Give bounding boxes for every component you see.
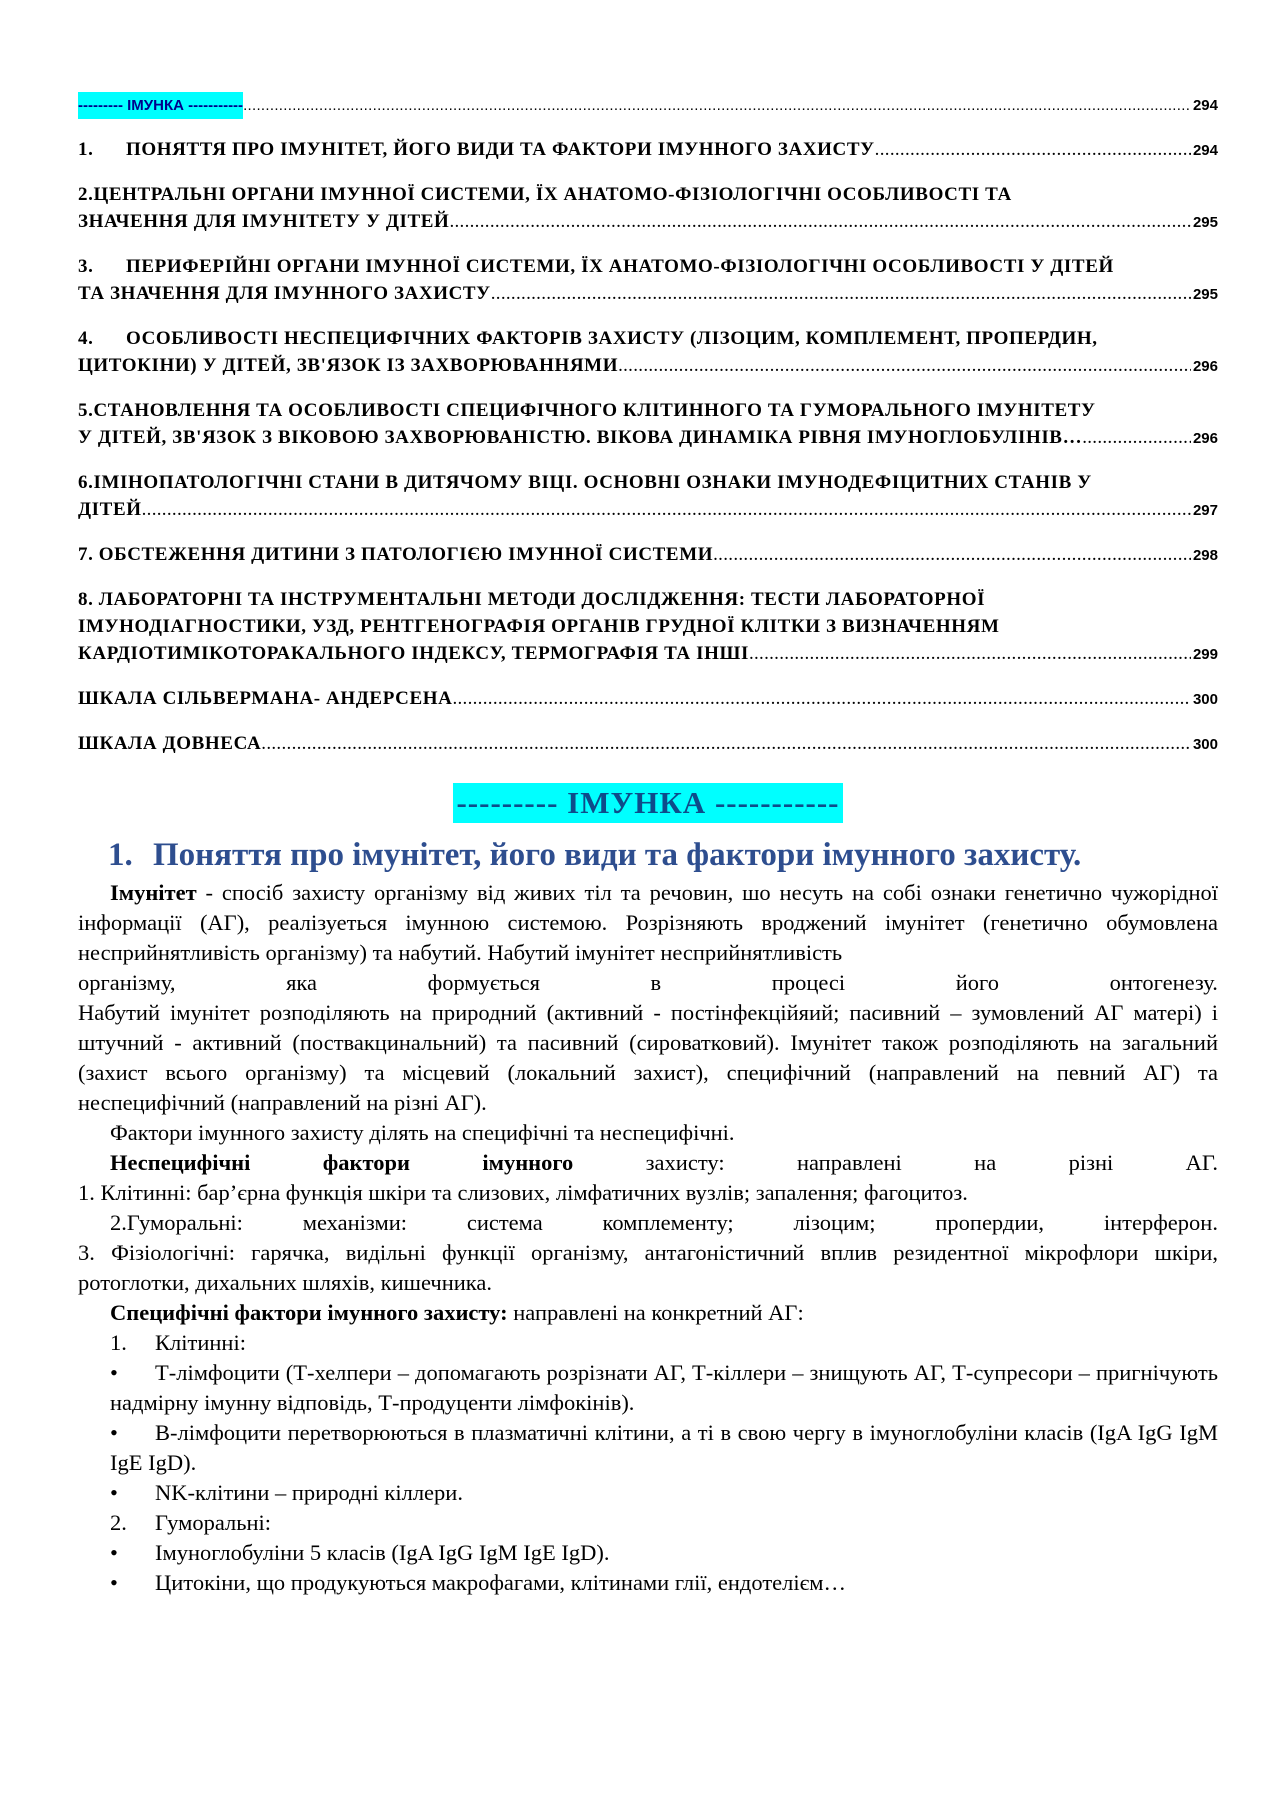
toc-title[interactable]: ПОНЯТТЯ ПРО ІМУНІТЕТ, ЙОГО ВИДИ ТА ФАКТОРИ ІМУННОГО ЗАХИСТУ [126, 139, 875, 160]
paragraph-factors: Фактори імунного захисту ділять на специфічні та неспецифічні. [110, 1120, 735, 1145]
word: організму, [78, 970, 176, 995]
toc-title-line[interactable]: ШКАЛА ДОВНЕСА [78, 733, 262, 754]
bullet-text: NK-клітини – природні кіллери. [155, 1480, 463, 1505]
toc-page-number: 300 [1192, 691, 1218, 708]
toc-entry-2[interactable] [78, 181, 1218, 236]
word: його [955, 970, 999, 995]
heading-text: Поняття про імунітет, його види та фактори імунного захисту. [153, 837, 1082, 873]
word: АГ. [1185, 1150, 1218, 1175]
toc-title[interactable]: --------- ІМУНКА ----------- [78, 92, 243, 119]
toc-leader [1082, 424, 1191, 451]
bullet-icon: • [110, 1540, 118, 1565]
word: комплементу; [602, 1210, 734, 1235]
heading-number: 1. [108, 837, 133, 873]
paragraph-immunity-definition [78, 878, 1218, 968]
list-number: 2. [110, 1510, 127, 1535]
word: інтерферон. [1103, 1210, 1218, 1235]
paragraph-cellular: 1. Клітинні: бар’єрна функція шкіри та слизових, лімфатичних вузлів; запалення; фагоцитоз. [78, 1180, 968, 1205]
toc-leader [618, 352, 1191, 379]
word: на [974, 1150, 997, 1175]
toc-page-number: 295 [1192, 214, 1218, 231]
bullet-item [78, 1418, 1218, 1478]
word: направлені [796, 1150, 902, 1175]
toc-title-line[interactable]: 2.ЦЕНТРАЛЬНІ ОРГАНИ ІМУННОЇ СИСТЕМИ, ЇХ АНАТОМО-ФІЗІОЛОГІЧНІ ОСОБЛИВОСТІ ТА [78, 184, 1012, 205]
table-of-contents [78, 92, 1218, 758]
toc-entry-4[interactable] [78, 325, 1218, 380]
toc-page-number: 296 [1192, 430, 1218, 447]
toc-title-line[interactable]: ІМУНОДІАГНОСТИКИ, УЗД, РЕНТГЕНОГРАФІЯ ОРГАНІВ ГРУДНОЇ КЛІТКИ З ВИЗНАЧЕННЯМ [78, 616, 1000, 637]
word: 2.Гуморальні: [110, 1210, 243, 1235]
word: імунного [482, 1150, 574, 1175]
word: фактори [322, 1150, 410, 1175]
list-number: 1. [110, 1330, 127, 1355]
section-heading [108, 837, 1218, 874]
word: формується [427, 970, 540, 995]
toc-page-number: 297 [1192, 502, 1218, 519]
toc-title-line[interactable]: 5.СТАНОВЛЕННЯ ТА ОСОБЛИВОСТІ СПЕЦИФІЧНОГО КЛІТИННОГО ТА ГУМОРАЛЬНОГО ІМУНІТЕТУ [78, 400, 1096, 421]
paragraph-specific-factors [78, 1298, 1218, 1328]
toc-title-line[interactable]: 7. ОБСТЕЖЕННЯ ДИТИНИ З ПАТОЛОГІЄЮ ІМУННОЇ СИСТЕМИ [78, 544, 714, 565]
toc-leader [261, 730, 1191, 757]
toc-number: 4. [78, 328, 94, 349]
toc-entry-downes[interactable] [78, 730, 1218, 758]
bullet-icon: • [110, 1480, 118, 1505]
document-page [78, 92, 1218, 1598]
bullet-icon: • [110, 1360, 118, 1385]
toc-title-line[interactable]: ШКАЛА СІЛЬВЕРМАНА- АНДЕРСЕНА [78, 688, 453, 709]
toc-title-line[interactable]: ТА ЗНАЧЕННЯ ДЛЯ ІМУННОГО ЗАХИСТУ [78, 283, 491, 304]
toc-leader [452, 685, 1191, 712]
toc-number: 3. [78, 256, 94, 277]
nonspecific-factors-line [78, 1148, 1218, 1178]
toc-title-line[interactable]: 6.ІМІНОПАТОЛОГІЧНІ СТАНИ В ДИТЯЧОМУ ВІЦІ. ОСНОВНІ ОЗНАКИ ІМУНОДЕФІЦИТНИХ СТАНІВ У [78, 472, 1092, 493]
toc-leader [713, 541, 1191, 568]
word: захисту: [645, 1150, 725, 1175]
toc-title-line[interactable]: ПЕРИФЕРІЙНІ ОРГАНИ ІМУННОЇ СИСТЕМИ, ЇХ АНАТОМО-ФІЗІОЛОГІЧНІ ОСОБЛИВОСТІ У ДІТЕЙ [126, 256, 1114, 277]
list-item [78, 1328, 1218, 1358]
bullet-icon: • [110, 1570, 118, 1595]
toc-title-line[interactable]: 8. ЛАБОРАТОРНІ ТА ІНСТРУМЕНТАЛЬНІ МЕТОДИ ДОСЛІДЖЕННЯ: ТЕСТИ ЛАБОРАТОРНОЇ [78, 589, 986, 610]
bullet-item [78, 1478, 1218, 1508]
term-specific: Специфічні фактори імунного захисту: [110, 1300, 508, 1325]
toc-page-number: 298 [1192, 547, 1218, 564]
toc-number: 1. [78, 139, 94, 160]
paragraph-physiological: 3. Фізіологічні: гарячка, видільні функції організму, антагоністичний вплив резидентної мікрофлори шкіри, ротоглотки, дихальних шляхів, кишечника. [78, 1240, 1218, 1295]
toc-page-number: 299 [1192, 646, 1218, 663]
toc-leader [243, 92, 1191, 119]
list-text: Гуморальні: [155, 1510, 272, 1535]
toc-entry-8[interactable] [78, 586, 1218, 668]
toc-page-number: 294 [1192, 97, 1218, 114]
toc-leader [491, 280, 1191, 307]
toc-entry-7[interactable] [78, 541, 1218, 569]
word: механізми: [302, 1210, 408, 1235]
bullet-icon: • [110, 1420, 118, 1445]
word: різні [1068, 1150, 1114, 1175]
list-text: Клітинні: [155, 1330, 246, 1355]
humoral-line [78, 1208, 1218, 1238]
toc-title-line[interactable]: ЗНАЧЕННЯ ДЛЯ ІМУНІТЕТУ У ДІТЕЙ [78, 211, 450, 232]
toc-entry-imunka[interactable] [78, 92, 1218, 119]
toc-entry-1[interactable] [78, 136, 1218, 164]
toc-leader [142, 496, 1191, 523]
toc-title-line[interactable]: У ДІТЕЙ, ЗВ'ЯЗОК З ВІКОВОЮ ЗАХВОРЮВАНІСТЮ. ВІКОВА ДИНАМІКА РІВНЯ ІМУНОГЛОБУЛІНІВ… [78, 427, 1083, 448]
word: система [466, 1210, 543, 1235]
word: в [650, 970, 662, 995]
toc-leader [875, 136, 1191, 163]
section-banner-wrap [78, 783, 1218, 823]
word: лізоцим; [793, 1210, 876, 1235]
body-text [78, 878, 1218, 1598]
toc-title-line[interactable]: ДІТЕЙ [78, 499, 142, 520]
toc-entry-5[interactable] [78, 397, 1218, 452]
list-item [78, 1508, 1218, 1538]
bullet-item [78, 1538, 1218, 1568]
toc-page-number: 296 [1192, 358, 1218, 375]
justified-line [78, 968, 1218, 998]
word: процесі [771, 970, 846, 995]
bullet-text: Т-лімфоцити (Т-хелпери – допомагають розрізнати АГ, Т-кіллери – знищують АГ, Т-супресори – пригнічують надмірну імунну відповідь, Т-продуценти лімфокінів). [110, 1360, 1218, 1415]
toc-page-number: 295 [1192, 286, 1218, 303]
paragraph-text: - спосіб захисту організму від живих тіл та речовин, шо несуть на собі ознаки генетично чужорідної інформації (АГ), реалізуеться імунною системою. Розрізняють вроджений імунітет (генетично обумовлена несприйнятливість організму) та набутий. Набутий імунітет несприйнятливість [78, 880, 1218, 965]
term-immunity: Імунітет [110, 880, 197, 905]
word: Неспецифічні [110, 1150, 251, 1175]
paragraph-text: направлені на конкретний АГ: [507, 1300, 804, 1325]
toc-title-line[interactable]: ЦИТОКІНИ) У ДІТЕЙ, ЗВ'ЯЗОК ІЗ ЗАХВОРЮВАННЯМИ [78, 355, 619, 376]
bullet-item [78, 1568, 1218, 1598]
toc-page-number: 300 [1192, 736, 1218, 753]
word: онтогенезу. [1109, 970, 1218, 995]
bullet-text: Цитокіни, що продукуються макрофагами, клітинами глії, ендотелієм… [155, 1570, 847, 1595]
paragraph-acquired-immunity: Набутий імунітет розподіляють на природний (активний - постінфекційяий; пасивний – зумовлений АГ матері) і штучний - активний (поствакцинальний) та пасивний (сироватковий). Імунітет також розподіляють на загальний (захист всього організму) та місцевий (локальний захист), специфічний (направлений на певний АГ) та неспецифічний (направлений на різні АГ). [78, 1000, 1218, 1115]
word: пропердии, [935, 1210, 1045, 1235]
section-banner: --------- ІМУНКА ----------- [453, 783, 842, 823]
toc-title-line[interactable]: КАРДІОТИМІКОТОРАКАЛЬНОГО ІНДЕКСУ, ТЕРМОГРАФІЯ ТА ІНШІ [78, 643, 749, 664]
toc-leader [449, 208, 1191, 235]
bullet-text: В-лімфоцити перетворюються в плазматичні клітини, а ті в свою чергу в імуноглобуліни класів (IgA IgG IgM IgE IgD). [110, 1420, 1218, 1475]
word: яка [286, 970, 317, 995]
toc-entry-6[interactable] [78, 469, 1218, 524]
bullet-text: Імуноглобуліни 5 класів (IgA IgG IgM IgE IgD). [155, 1540, 610, 1565]
bullet-item [78, 1358, 1218, 1418]
toc-leader [749, 640, 1191, 667]
toc-page-number: 294 [1192, 142, 1218, 159]
toc-entry-3[interactable] [78, 253, 1218, 308]
toc-title-line[interactable]: ОСОБЛИВОСТІ НЕСПЕЦИФІЧНИХ ФАКТОРІВ ЗАХИСТУ (ЛІЗОЦИМ, КОМПЛЕМЕНТ, ПРОПЕРДИН, [126, 328, 1098, 349]
toc-entry-silverman[interactable] [78, 685, 1218, 713]
